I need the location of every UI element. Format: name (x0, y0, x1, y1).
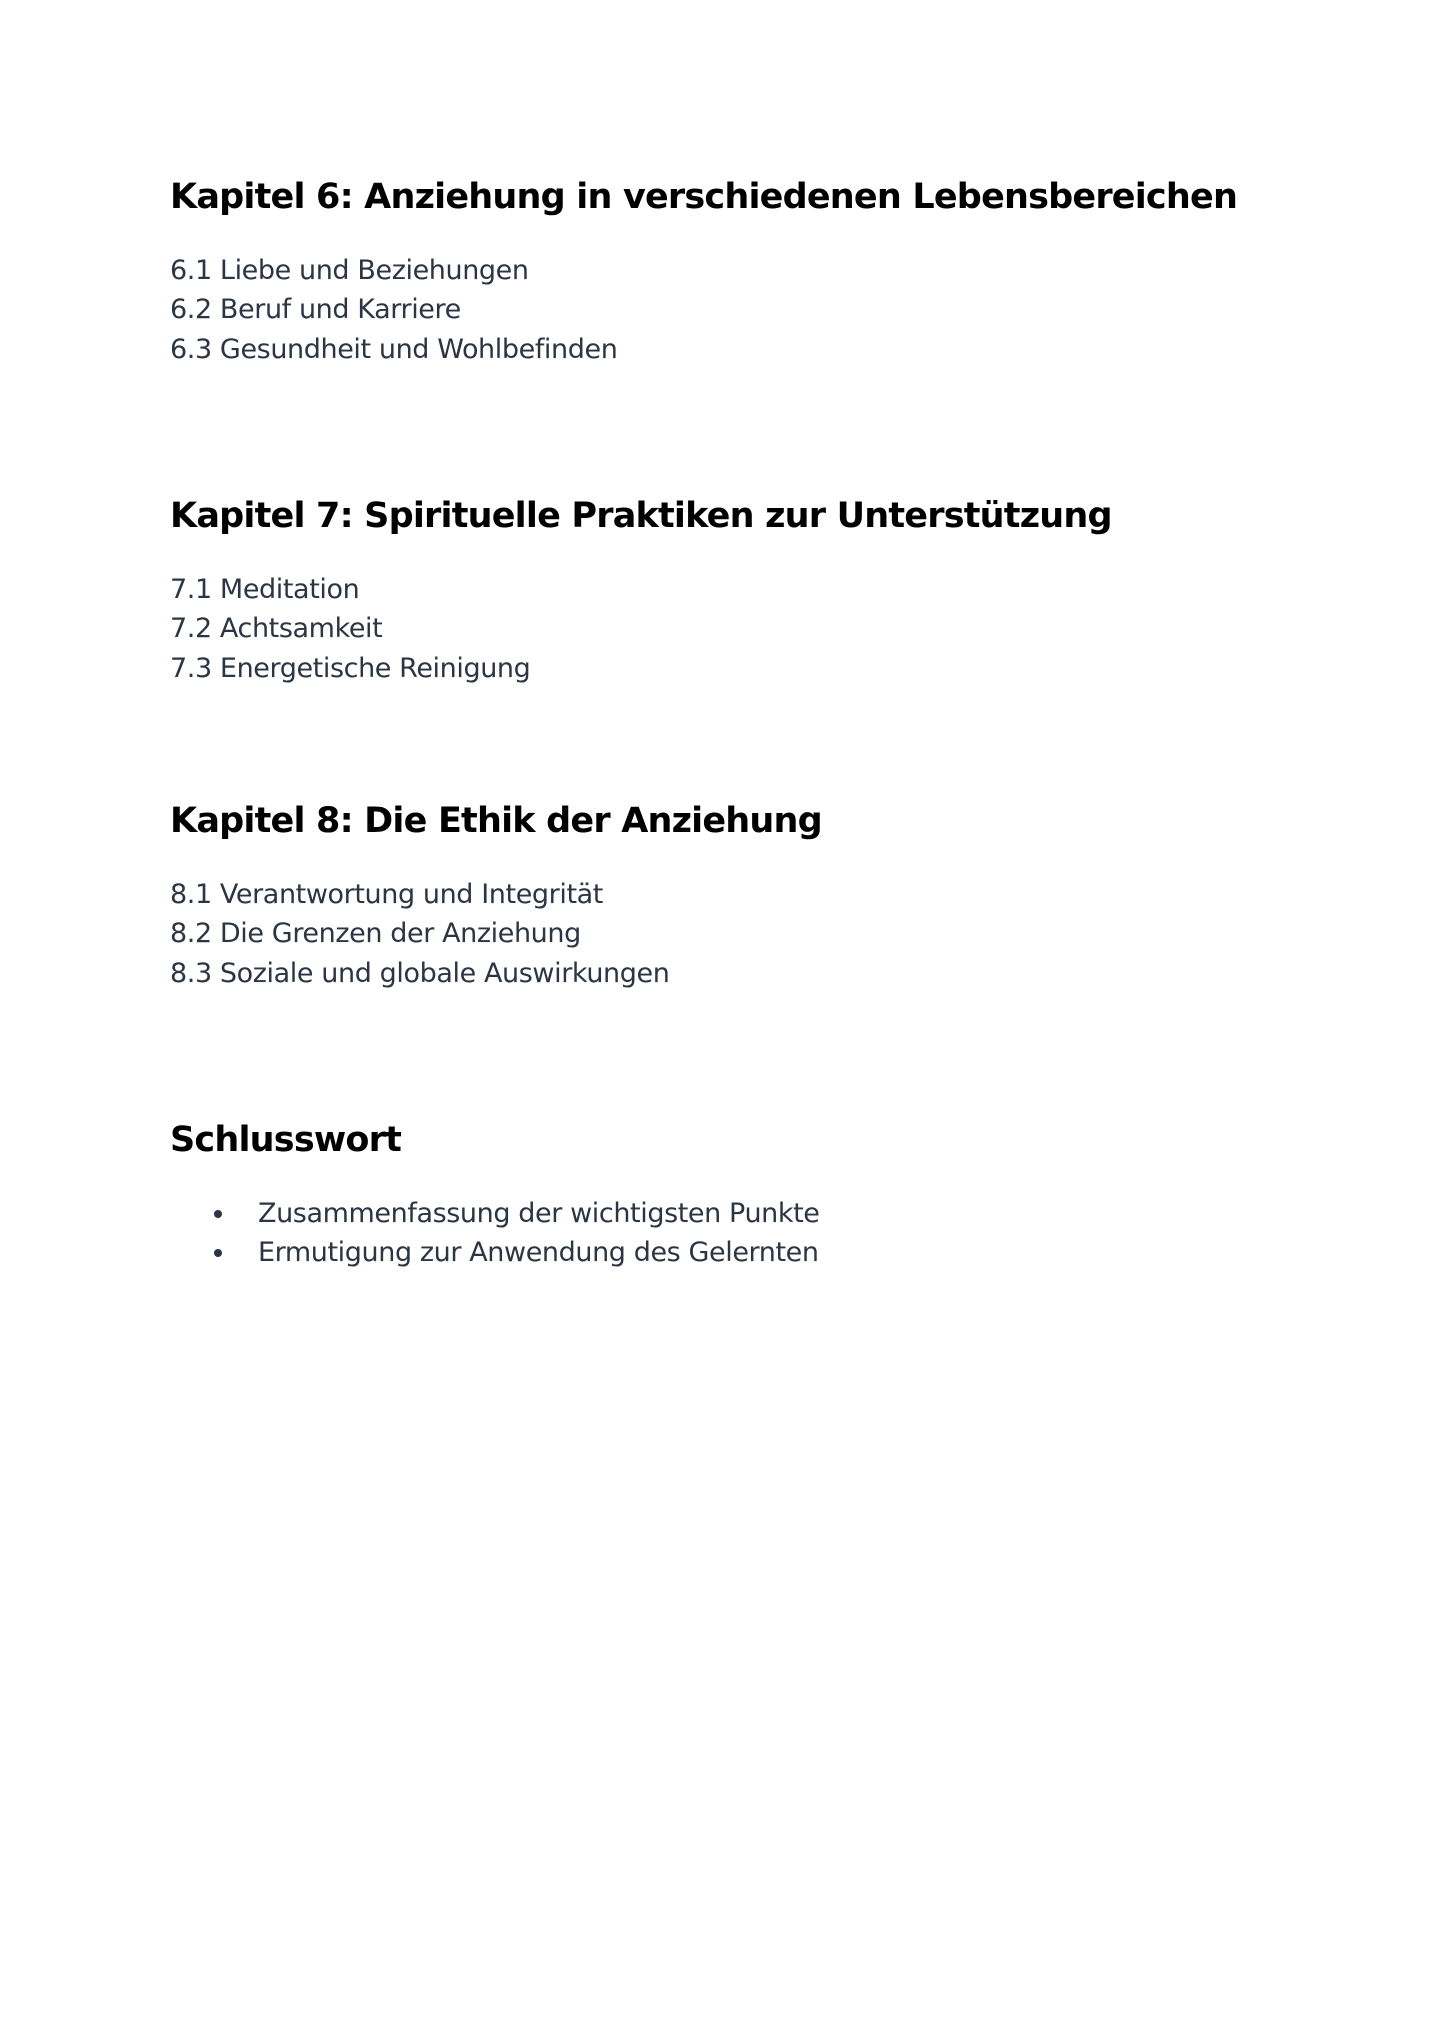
chapter-7-heading: Kapitel 7: Spirituelle Praktiken zur Unterstützung (170, 496, 1112, 536)
bullet-dot-icon (214, 1210, 222, 1218)
chapter-7-section (170, 494, 1320, 688)
subsection-8-2: 8.2 Die Grenzen der Anziehung (170, 918, 581, 950)
subsection-6-2: 6.2 Beruf und Karriere (170, 294, 461, 326)
subsection-8-3: 8.3 Soziale und globale Auswirkungen (170, 957, 670, 989)
closing-bullet-item (170, 1194, 1320, 1233)
subsection-6-1: 6.1 Liebe und Beziehungen (170, 255, 529, 286)
chapter-8-heading: Kapitel 8: Die Ethik der Anziehung (170, 801, 822, 841)
subsection-8-1: 8.1 Verantwortung und Integrität (170, 879, 603, 910)
closing-bullet-item (170, 1233, 1320, 1272)
subsection-7-3: 7.3 Energetische Reinigung (170, 652, 531, 684)
chapter-6-heading: Kapitel 6: Anziehung in verschiedenen Lebensbereichen (170, 177, 1238, 217)
bullet-dot-icon (214, 1249, 222, 1257)
chapter-7-subsections (170, 570, 1320, 688)
subsection-7-1: 7.1 Meditation (170, 574, 360, 605)
chapter-8-subsections (170, 875, 1320, 993)
chapter-6-section (170, 175, 1320, 369)
chapter-6-subsections (170, 251, 1320, 369)
closing-bullet-text: Ermutigung zur Anwendung des Gelernten (258, 1237, 819, 1269)
subsection-7-2: 7.2 Achtsamkeit (170, 613, 383, 645)
chapter-8-section (170, 799, 1320, 993)
closing-bullet-text: Zusammenfassung der wichtigsten Punkte (258, 1198, 820, 1229)
closing-section (170, 1118, 1320, 1273)
closing-heading: Schlusswort (170, 1120, 402, 1160)
closing-bullet-list (170, 1194, 1320, 1273)
subsection-6-3: 6.3 Gesundheit und Wohlbefinden (170, 333, 618, 365)
